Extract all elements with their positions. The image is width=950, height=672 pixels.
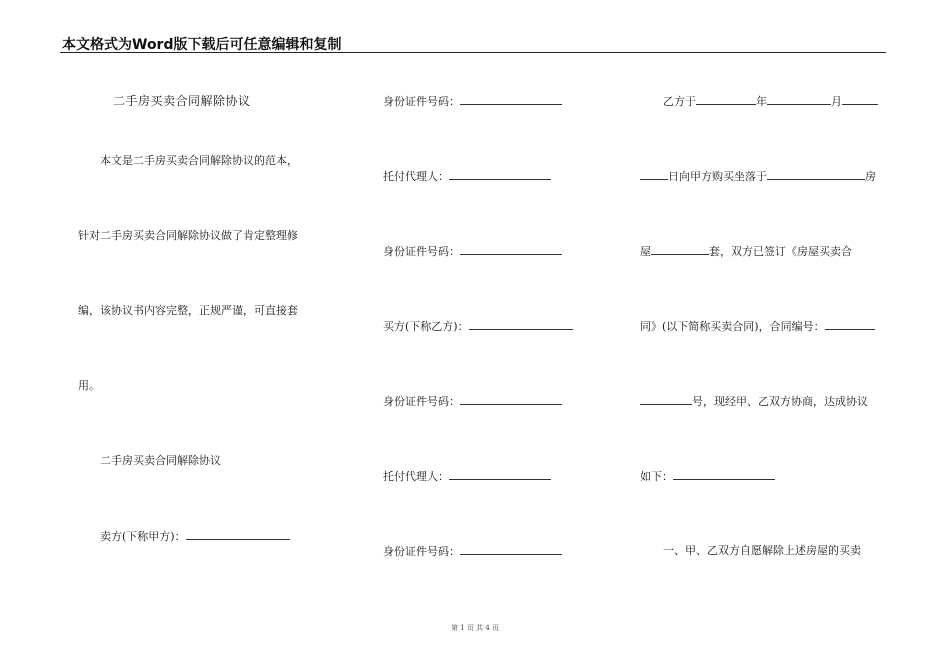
intro-line-4: 用。	[78, 379, 100, 392]
house-blank	[651, 244, 709, 255]
id-field-3	[383, 394, 562, 409]
id-label: 身份证件号码：	[383, 395, 460, 408]
id-field-2	[383, 244, 562, 259]
contract-number-blank	[825, 319, 875, 330]
as-follows-blank	[673, 469, 775, 480]
agent-blank	[449, 169, 551, 180]
text-segment: 屋	[640, 245, 651, 258]
agent-label: 托付代理人：	[383, 470, 449, 483]
id-blank	[460, 394, 562, 405]
location-blank	[767, 169, 865, 180]
seller-blank	[186, 529, 290, 540]
intro-line-2: 针对二手房买卖合同解除协议做了肯定整理修	[78, 229, 298, 242]
agent-blank	[449, 469, 551, 480]
house-line	[640, 244, 852, 259]
location-line	[640, 169, 876, 184]
as-follows-line	[640, 469, 775, 484]
day-blank	[842, 94, 878, 105]
header-rule	[60, 52, 886, 53]
clause-one-line: 一、甲、乙双方自愿解除上述房屋的买卖	[663, 544, 861, 557]
id-blank	[460, 94, 562, 105]
text-segment: 日向甲方购买坐落于	[668, 170, 767, 183]
purchase-date-line	[663, 94, 878, 109]
text-segment: 号，现经甲、乙双方协商，达成协议	[692, 395, 868, 408]
id-blank	[460, 544, 562, 555]
intro-line-3: 编，该协议书内容完整，正规严谨，可直接套	[78, 304, 298, 317]
contract-number-line	[640, 319, 875, 334]
document-title: 二手房买卖合同解除协议	[113, 94, 251, 108]
seller-label: 卖方(下称甲方)：	[100, 530, 186, 543]
text-segment: 如下：	[640, 470, 673, 483]
text-segment: 套，双方已签订《房屋买卖合	[709, 245, 852, 258]
agent-label: 托付代理人：	[383, 170, 449, 183]
month-blank	[767, 94, 831, 105]
text-segment: 乙方于	[663, 95, 696, 108]
id-label: 身份证件号码：	[383, 245, 460, 258]
agent-field-2	[383, 469, 551, 484]
text-segment: 年	[756, 95, 767, 108]
seller-field	[100, 529, 290, 544]
id-field-1	[383, 94, 562, 109]
buyer-label: 买方(下称乙方)：	[383, 320, 469, 333]
year-blank	[696, 94, 756, 105]
agreement-line	[640, 394, 868, 409]
agreement-subtitle: 二手房买卖合同解除协议	[100, 454, 221, 467]
id-label: 身份证件号码：	[383, 95, 460, 108]
id-field-4	[383, 544, 562, 559]
text-segment: 月	[831, 95, 842, 108]
id-label: 身份证件号码：	[383, 545, 460, 558]
day-blank	[640, 169, 668, 180]
text-segment: 同》(以下简称买卖合同)，合同编号：	[640, 320, 825, 333]
id-blank	[460, 244, 562, 255]
number-blank	[640, 394, 692, 405]
page-number: 第 1 页 共 4 页	[450, 624, 500, 632]
header-text: 本文格式为Word版下载后可任意编辑和复制	[62, 37, 342, 53]
intro-line-1: 本文是二手房买卖合同解除协议的范本，	[100, 154, 298, 167]
text-segment: 房	[865, 170, 876, 183]
buyer-blank	[469, 319, 573, 330]
agent-field-1	[383, 169, 551, 184]
buyer-field	[383, 319, 573, 334]
